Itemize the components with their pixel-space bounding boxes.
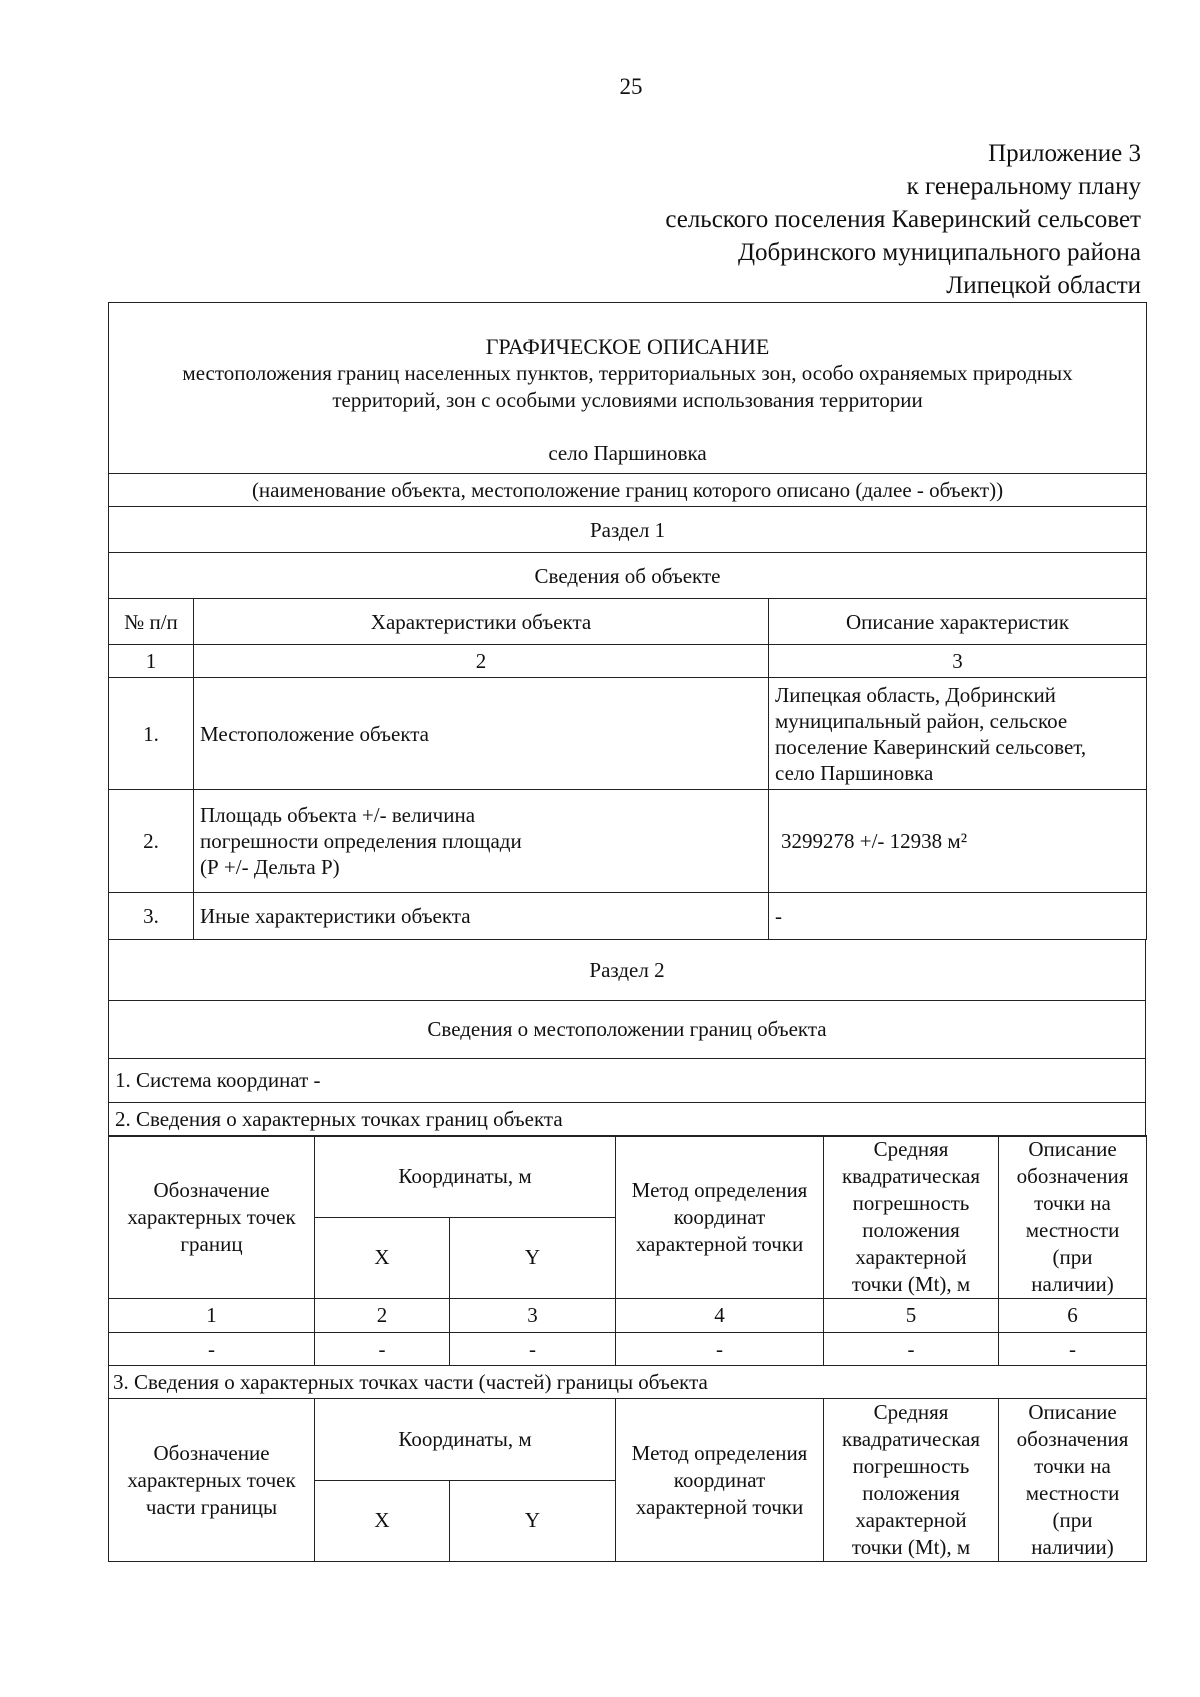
text-line: обозначения: [1016, 1164, 1129, 1188]
text-line: Средняя: [873, 1400, 949, 1424]
text-line: части границы: [145, 1494, 278, 1519]
table-cell: -: [315, 1333, 450, 1366]
text-line: характерной: [855, 1245, 967, 1269]
text-line: границ: [180, 1231, 243, 1256]
text-line: муниципальный район, сельское: [775, 708, 1068, 733]
text-line: село Паршиновка: [775, 760, 934, 785]
text-line: местности: [1025, 1481, 1120, 1505]
column-number: 6: [999, 1299, 1147, 1333]
text-line: Иные характеристики объекта: [200, 904, 471, 928]
text-line: обозначения: [1016, 1427, 1129, 1451]
appendix-line: Липецкой области: [946, 272, 1141, 299]
appendix-line: к генеральному плану: [906, 173, 1141, 200]
boundary-points-table: [108, 1135, 1147, 1562]
description-header: [999, 1136, 1147, 1299]
text-line: точки на: [1034, 1191, 1111, 1215]
x-header: X: [315, 1217, 450, 1299]
column-header: Характеристики объекта: [194, 599, 769, 645]
column-number: 3: [769, 645, 1147, 678]
points-heading: 2. Сведения о характерных точках границ объекта: [109, 1102, 1146, 1136]
text-line: координат: [673, 1467, 766, 1492]
characteristic-name: [194, 678, 769, 790]
column-number: 3: [450, 1299, 616, 1333]
table-row: [109, 1333, 1147, 1366]
text-line: характерной точки: [635, 1494, 804, 1519]
y-header: Y: [450, 1217, 616, 1299]
y-header: Y: [450, 1480, 616, 1562]
error-header: [824, 1399, 999, 1562]
form-subtitle-line: территорий, зон с особыми условиями использования территории: [332, 388, 923, 412]
text-line: положения: [862, 1218, 960, 1242]
section1-subtitle: Сведения об объекте: [109, 553, 1147, 599]
text-line: Обозначение: [153, 1177, 270, 1202]
column-header: № п/п: [109, 599, 194, 645]
table-cell: -: [616, 1333, 824, 1366]
table-cell: -: [999, 1333, 1147, 1366]
text-line: точки (Mt), м: [851, 1535, 971, 1559]
text-line: Средняя: [873, 1137, 949, 1161]
text-line: погрешности определения площади: [200, 829, 522, 853]
row-number: 2.: [109, 790, 194, 893]
text-line: местности: [1025, 1218, 1120, 1242]
section1-table: [108, 302, 1147, 940]
row-number: 3.: [109, 893, 194, 940]
text-line: 3299278 +/- 12938 м²: [781, 829, 968, 853]
point-label-header: [109, 1136, 315, 1299]
text-line: характерных точек: [127, 1204, 296, 1229]
column-number: 2: [315, 1299, 450, 1333]
table-row: [109, 893, 1147, 940]
text-line: квадратическая: [841, 1164, 981, 1188]
column-header: Описание характеристик: [769, 599, 1147, 645]
text-line: поселение Каверинский сельсовет,: [775, 734, 1087, 759]
text-line: (при: [1052, 1245, 1093, 1269]
text-line: Метод определения: [631, 1440, 808, 1465]
text-line: характерных точек: [127, 1467, 296, 1492]
text-line: -: [775, 904, 782, 928]
table-row: [109, 678, 1147, 790]
table-cell: -: [109, 1333, 315, 1366]
object-caption: (наименование объекта, местоположение границ которого описано (далее - объект)): [109, 474, 1147, 507]
section2-title: Раздел 2: [109, 939, 1146, 1000]
description-header: [999, 1399, 1147, 1562]
text-line: характерной точки: [635, 1231, 804, 1256]
characteristic-name: [194, 790, 769, 893]
section1-title: Раздел 1: [109, 507, 1147, 553]
form-title: ГРАФИЧЕСКОЕ ОПИСАНИЕ: [485, 334, 770, 359]
appendix-line: сельского поселения Каверинский сельсовет: [665, 206, 1141, 233]
text-line: Описание: [1028, 1137, 1117, 1161]
page-number: 25: [619, 74, 643, 99]
text-line: положения: [862, 1481, 960, 1505]
characteristic-value: [769, 790, 1147, 893]
coordinate-system: 1. Система координат -: [109, 1058, 1146, 1102]
point-label-header: [109, 1399, 315, 1562]
appendix-heading: [665, 137, 1141, 302]
column-number: 2: [194, 645, 769, 678]
method-header: [616, 1136, 824, 1299]
method-header: [616, 1399, 824, 1562]
column-number: 4: [616, 1299, 824, 1333]
column-number: 5: [824, 1299, 999, 1333]
text-line: погрешность: [852, 1191, 970, 1215]
text-line: Местоположение объекта: [200, 721, 430, 746]
coordinates-header: Координаты, м: [315, 1399, 616, 1481]
table-cell: -: [824, 1333, 999, 1366]
error-header: [824, 1136, 999, 1299]
text-line: квадратическая: [841, 1427, 981, 1451]
form-subtitle-line: местоположения границ населенных пунктов, территориальных зон, особо охраняемых природных: [182, 361, 1073, 385]
text-line: (при: [1052, 1508, 1093, 1532]
object-name: село Паршиновка: [548, 441, 707, 465]
appendix-line: Приложение 3: [988, 140, 1141, 167]
text-line: погрешность: [852, 1454, 970, 1478]
coordinates-header: Координаты, м: [315, 1136, 616, 1218]
text-line: координат: [673, 1204, 766, 1229]
section2-header-table: [108, 939, 1146, 1137]
column-number: 1: [109, 645, 194, 678]
characteristic-value: [769, 678, 1147, 790]
form-header: [109, 303, 1147, 474]
section2-subtitle: Сведения о местоположении границ объекта: [109, 1000, 1146, 1058]
text-line: Описание: [1028, 1400, 1117, 1424]
x-header: X: [315, 1480, 450, 1562]
table-row: [109, 790, 1147, 893]
text-line: (Р +/- Дельта Р): [200, 855, 340, 879]
characteristic-value: [769, 893, 1147, 940]
row-number: 1.: [109, 678, 194, 790]
text-line: наличии): [1031, 1535, 1114, 1559]
table-cell: -: [450, 1333, 616, 1366]
text-line: Обозначение: [153, 1440, 270, 1465]
text-line: точки (Mt), м: [851, 1272, 971, 1296]
text-line: характерной: [855, 1508, 967, 1532]
text-line: Метод определения: [631, 1177, 808, 1202]
description-form: [108, 302, 1146, 1562]
text-line: точки на: [1034, 1454, 1111, 1478]
characteristic-name: [194, 893, 769, 940]
text-line: Липецкая область, Добринский: [775, 682, 1056, 707]
column-number: 1: [109, 1299, 315, 1333]
part-points-heading: 3. Сведения о характерных точках части (частей) границы объекта: [109, 1366, 1147, 1399]
appendix-line: Добринского муниципального района: [737, 239, 1141, 266]
text-line: наличии): [1031, 1272, 1114, 1296]
text-line: Площадь объекта +/- величина: [200, 803, 476, 827]
